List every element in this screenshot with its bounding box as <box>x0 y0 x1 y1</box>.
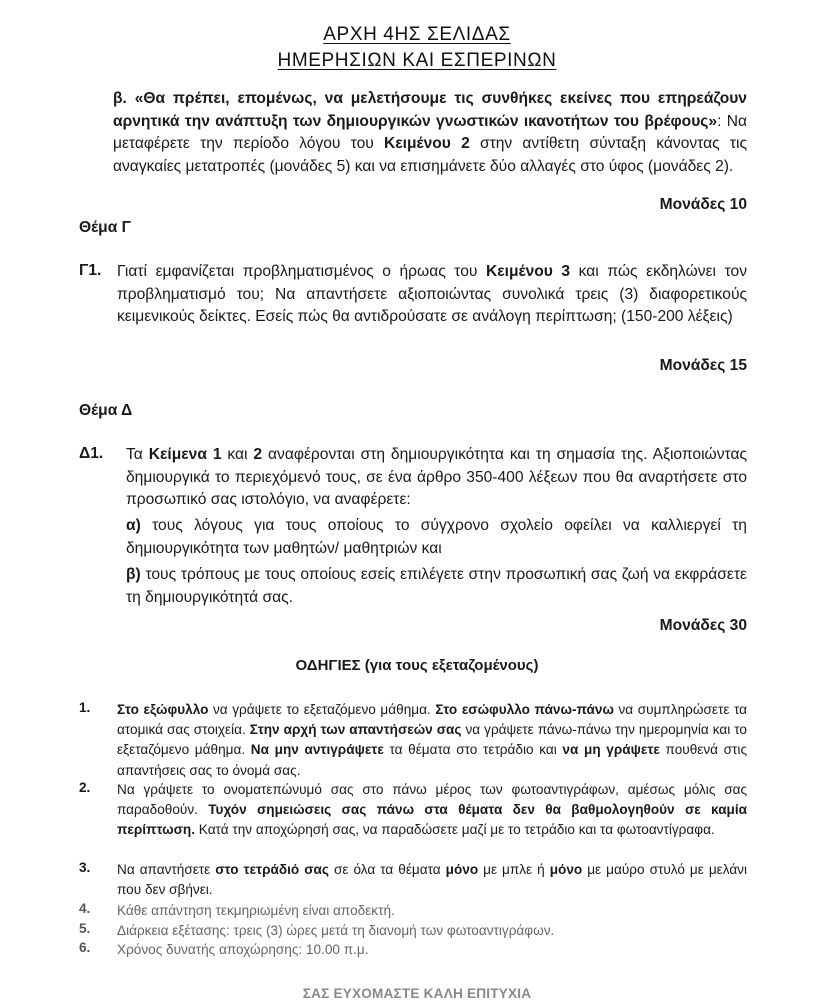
question-b-quote: «Θα πρέπει, επομένως, να μελετήσουμε τις συνθήκες εκείνες που επηρεάζουν αρνητικά την ανάπτυξη των δημιουργικών γνωστικών ικανοτήτων του βρέφους» <box>113 90 747 130</box>
question-number: Γ1. <box>79 262 102 279</box>
page-header <box>0 22 834 74</box>
theme-heading: Θέμα Δ <box>79 402 133 419</box>
text-reference: Κειμένου 3 <box>486 263 571 280</box>
instruction-text: Να απαντήσετε στο τετράδιό σας σε όλα τα θέματα μόνο με μπλε ή μόνο με μαύρο στυλό με μελάνι που δεν σβήνει. <box>117 862 747 898</box>
instruction-text: Να γράψετε το ονοματεπώνυμό σας στο πάνω μέρος των φωτοαντιγράφων, αμέσως μόλις σας παραδοθούν. Τυχόν σημειώσεις σας πάνω στα θέματα δεν θα βαθμολογηθούν σε καμία περίπτωση. Κατά την αποχώρησή σας, να παραδώσετε μαζί με το τετράδιο και τα φωτοαντίγραφα. <box>117 782 747 838</box>
instruction-text: Στο εξώφυλλο να γράψετε το εξεταζόμενο μάθημα. Στο εσώφυλλο πάνω-πάνω να συμπληρώσετε τα ατομικά σας στοιχεία. Στην αρχή των απαντήσεών σας να γράψετε πάνω-πάνω την ημερομηνία και το εξεταζόμενο μάθημα. Να μην αντιγράψετε τα θέματα στο τετράδιο και να μη γράψετε πουθενά στις απαντήσεις σας το όνομά σας. <box>117 702 747 778</box>
header-line-1: ΑΡΧΗ 4ΗΣ ΣΕΛΙΔΑΣ <box>323 24 511 45</box>
instruction-text: Διάρκεια εξέτασης: τρεις (3) ώρες μετά τη διανομή των φωτοαντιγράφων. <box>117 923 555 938</box>
question-number: Δ1. <box>79 445 104 462</box>
marks-label: Μονάδες 30 <box>659 617 747 634</box>
sub-question-a: α) τους λόγους για τους οποίους το σύγχρονο σχολείο οφείλει να καλλιεργεί τη δημιουργικότητα των μαθητών/ μαθητριών και <box>126 517 747 557</box>
marks-label: Μονάδες 10 <box>659 196 747 213</box>
sub-question-b: β) τους τρόπους με τους οποίους εσείς επιλέγετε στην προσωπική σας ζωή να εκφράσετε τη δημιουργικότητά σας. <box>126 566 747 606</box>
instruction-number: 6. <box>79 940 91 955</box>
footer-wish: ΣΑΣ ΕΥΧΟΜΑΣΤΕ ΚΑΛΗ ΕΠΙΤΥΧΙΑ <box>302 986 532 1001</box>
question-g1-text: Γιατί εμφανίζεται προβληματισμένος ο ήρωας του Κειμένου 3 και πώς εκδηλώνει τον προβληματισμό του; Να απαντήσετε αξιοποιώντας συνολικά τρεις (3) διαφορετικούς κειμενικούς δείκτες. Εσείς πώς θα αντιδρούσατε σε ανάλογη περίπτωση; (150-200 λέξεις) <box>117 263 747 325</box>
instruction-number: 3. <box>79 860 91 875</box>
instruction-number: 2. <box>79 780 91 795</box>
header-line-2: ΗΜΕΡΗΣΙΩΝ ΚΑΙ ΕΣΠΕΡΙΝΩΝ <box>277 50 557 71</box>
marks-label: Μονάδες 15 <box>659 357 747 374</box>
theme-heading: Θέμα Γ <box>79 219 131 236</box>
instruction-text: Χρόνος δυνατής αποχώρησης: 10.00 π.μ. <box>117 942 369 957</box>
question-b-label: β. <box>113 90 127 107</box>
instruction-text: Κάθε απάντηση τεκμηριωμένη είναι αποδεκτή. <box>117 903 395 918</box>
instructions-title: ΟΔΗΓΙΕΣ (για τους εξεταζομένους) <box>295 657 539 674</box>
question-d1-text: Τα Κείμενα 1 και 2 αναφέρονται στη δημιουργικότητα και τη σημασία της. Αξιοποιώντας δημιουργικά το περιεχόμενό τους, σε ένα άρθρο 350-400 λέξεων που θα αναρτήσετε στο προσωπικό σας ιστολόγιο, να αναφέρετε: <box>126 446 747 508</box>
instruction-number: 5. <box>79 921 91 936</box>
instruction-number: 4. <box>79 901 91 916</box>
text-reference: Κειμένου 2 <box>384 135 470 152</box>
question-b-text: β. «Θα πρέπει, επομένως, να μελετήσουμε τις συνθήκες εκείνες που επηρεάζουν αρνητικά την ανάπτυξη των δημιουργικών γνωστικών ικανοτήτων του βρέφους»: Να μεταφέρετε την περίοδο λόγου του Κειμένου 2 στην αντίθετη σύνταξη κάνοντας τις αναγκαίες μετατροπές (μονάδες 5) και να επισημάνετε δύο αλλαγές στο ύφος (μονάδες 2). <box>113 90 747 175</box>
instruction-number: 1. <box>79 700 91 715</box>
